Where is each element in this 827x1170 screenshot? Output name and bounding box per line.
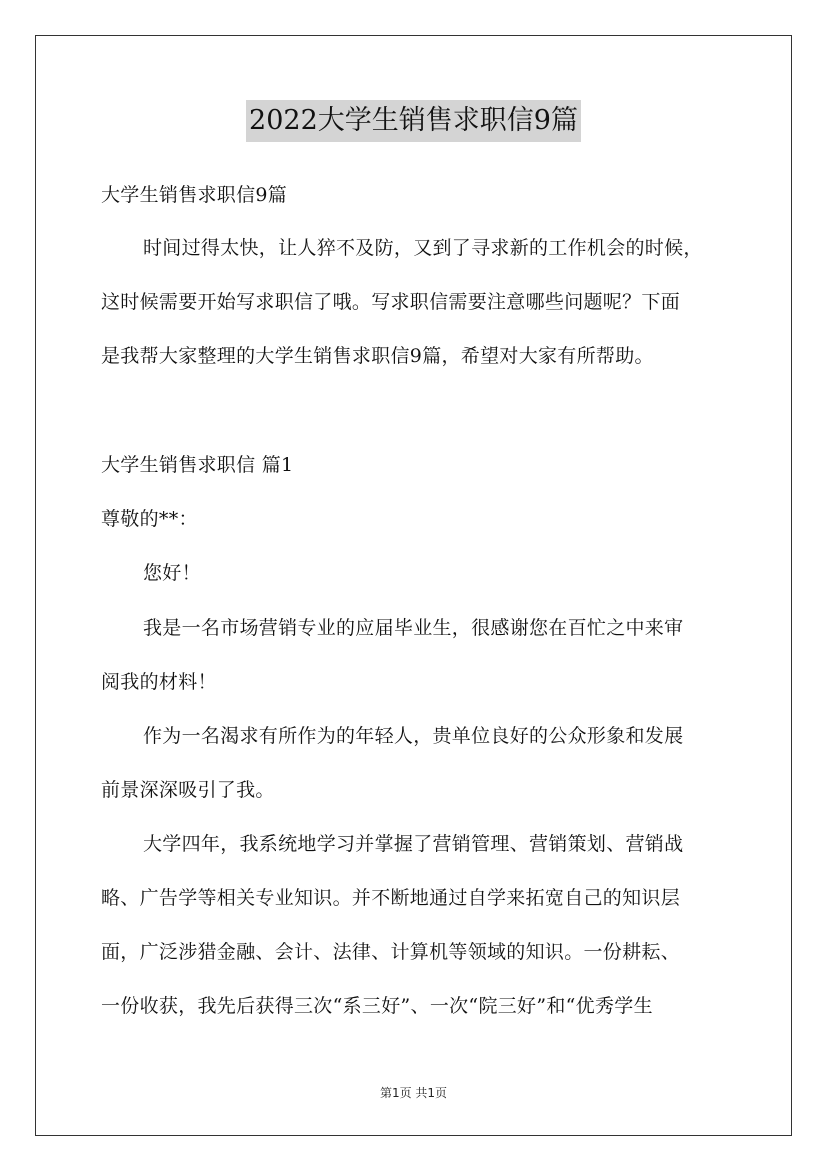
body-line-6: 略、广告学等相关专业知识。并不断地通过自学来拓宽自己的知识层 — [101, 887, 681, 909]
document-subtitle: 大学生销售求职信9篇 — [101, 184, 288, 206]
body-line-2: 阅我的材料！ — [101, 671, 217, 693]
intro-line-2: 这时候需要开始写求职信了哦。写求职信需要注意哪些问题呢？下面 — [101, 291, 681, 313]
body-line-8: 一份收获，我先后获得三次“系三好”、一次“院三好”和“优秀学生 — [101, 995, 653, 1017]
intro-line-1: 时间过得太快，让人猝不及防，又到了寻求新的工作机会的时候， — [143, 237, 703, 259]
greeting: 您好！ — [143, 562, 201, 584]
body-line-3: 作为一名渴求有所作为的年轻人，贵单位良好的公众形象和发展 — [143, 725, 684, 747]
body-line-5: 大学四年，我系统地学习并掌握了营销管理、营销策划、营销战 — [143, 833, 684, 855]
intro-line-3: 是我帮大家整理的大学生销售求职信9篇，希望对大家有所帮助。 — [101, 345, 654, 367]
body-line-1: 我是一名市场营销专业的应届毕业生，很感谢您在百忙之中来审 — [143, 617, 684, 639]
title-block — [0, 100, 827, 142]
document-title: 2022大学生销售求职信9篇 — [246, 100, 581, 142]
body-line-7: 面，广泛涉猎金融、会计、法律、计算机等领域的知识。一份耕耘、 — [101, 941, 681, 963]
body-line-4: 前景深深吸引了我。 — [101, 779, 275, 801]
salutation: 尊敬的**： — [101, 508, 198, 530]
section-heading: 大学生销售求职信 篇1 — [101, 454, 294, 476]
page-number: 第1页 共1页 — [379, 1086, 448, 1100]
